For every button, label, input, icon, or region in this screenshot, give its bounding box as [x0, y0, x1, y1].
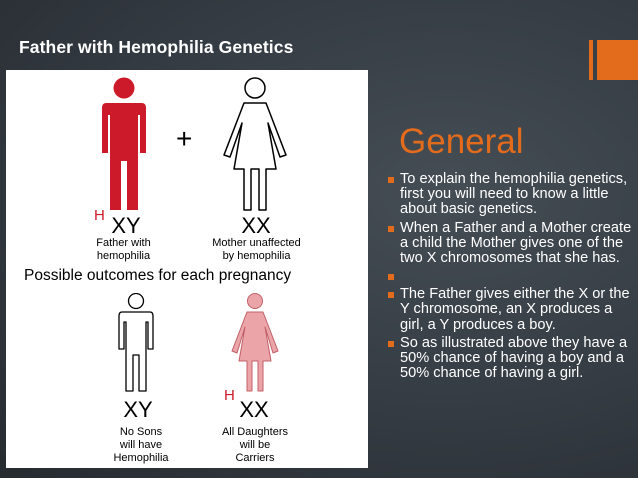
bullet-square-icon — [388, 177, 394, 183]
genetics-illustration — [6, 70, 368, 468]
slide-title: Father with Hemophilia Genetics — [19, 37, 294, 57]
bullet-item: The Father gives either the X or the Y chromosome, an X produces a girl, a Y produces a boy. — [387, 287, 635, 333]
bullet-square-icon — [388, 292, 394, 298]
mother-caption: Mother unaffected by hemophilia — [212, 237, 301, 262]
bullet-list — [387, 172, 635, 384]
daughter-caption: All Daughters will be Carriers — [221, 426, 289, 464]
daughter-figure-icon — [228, 293, 282, 393]
bullet-item: When a Father and a Mother create a child the Mother gives one of the two X chromosomes that she has. — [387, 221, 635, 267]
outcomes-heading: Possible outcomes for each pregnancy — [24, 267, 292, 284]
father-figure-icon — [98, 77, 150, 212]
bullet-item-empty — [387, 269, 635, 284]
bullet-item: So as illustrated above they have a 50% chance of having a boy and a 50% chance of having a girl. — [387, 336, 635, 382]
bullet-square-icon — [388, 341, 394, 347]
daughter-hemophilia-marker: H — [224, 387, 235, 404]
plus-sign: + — [176, 123, 193, 154]
father-genotype: XY — [111, 213, 141, 238]
bullet-square-icon — [388, 274, 394, 280]
accent-bar-thin — [589, 40, 593, 80]
bullet-square-icon — [388, 226, 394, 232]
accent-bar-wide — [597, 40, 638, 80]
daughter-genotype: XX — [239, 397, 269, 422]
mother-figure-icon — [220, 77, 290, 212]
son-figure-icon — [116, 293, 156, 393]
father-hemophilia-marker: H — [94, 207, 105, 224]
father-caption: Father with hemophilia — [96, 237, 151, 262]
son-genotype: XY — [123, 397, 153, 422]
mother-genotype: XX — [241, 213, 271, 238]
bullet-item: To explain the hemophilia genetics, first you will need to know a little about basic genetics. — [387, 172, 635, 218]
son-caption: No Sons will have Hemophilia — [113, 426, 169, 464]
content-title: General — [399, 122, 524, 161]
